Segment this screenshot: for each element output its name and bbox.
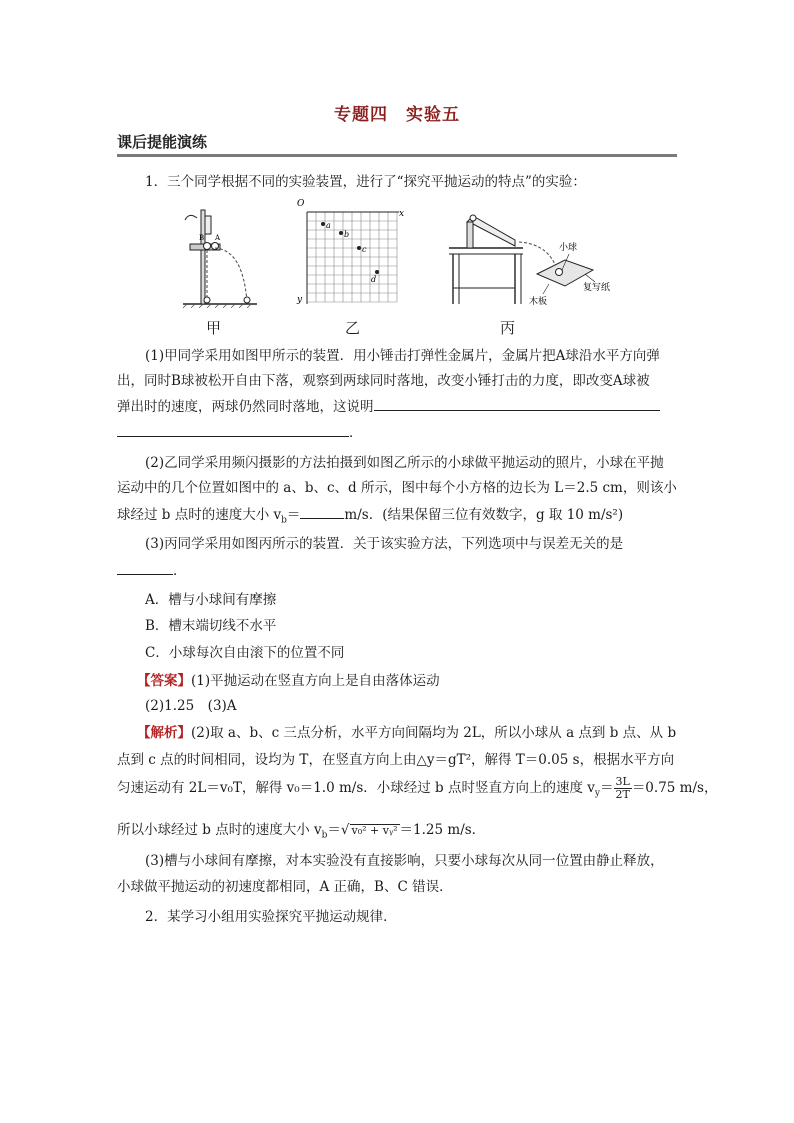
yi-y-label: y	[297, 295, 303, 305]
point-a-label: a	[326, 221, 331, 230]
ball-b-label: B	[199, 234, 205, 242]
point-a	[321, 222, 325, 226]
figure-bing-caption: 丙	[500, 319, 516, 337]
q1-stem: 1．三个同学根据不同的实验装置，进行了“探究平抛运动的特点”的实验：	[145, 174, 586, 190]
q1-p3-line1: (3)丙同学采用如图丙所示的装置．关于该实验方法，下列选项中与误差无关的是	[145, 536, 624, 552]
analysis-line6: 小球做平抛运动的初速度都相同，A 正确，B、C 错误．	[117, 879, 453, 895]
analysis-line1: 【解析】(2)取 a、b、c 三点分析，水平方向间隔均为 2L，所以小球从 a 点到 b 点、从 b	[137, 725, 677, 741]
q1-p1-line2: 出，同时B球被松开自由下落，观察到两球同时落地，改变小锤打击的力度，即改变A球被	[117, 373, 650, 389]
ball-a-label: A	[215, 234, 221, 242]
sqrt-icon: √	[340, 822, 350, 838]
point-d	[375, 270, 379, 274]
point-c	[357, 246, 361, 250]
bing-carbon-label: 复写纸	[583, 283, 611, 293]
analysis-line3: 匀速运动有 2L＝v₀T，解得 v₀＝1.0 m/s．小球经过 b 点时竖直方向上的速度 $v_y=$ $\frac{3L}{2T}$ ＝0.75 m/s，	[117, 775, 718, 801]
q1-p3-line2: ．	[117, 560, 187, 581]
point-c-label: c	[362, 245, 367, 254]
q2-stem: 2．某学习小组用实验探究平抛运动规律．	[145, 909, 397, 925]
figure-bing	[445, 204, 635, 308]
yi-origin-label: O	[297, 199, 305, 209]
blank-1b[interactable]	[117, 422, 349, 437]
analysis-line4: 所以小球经过 b 点时的速度大小 $v_b=√$ v₀² + vᵧ² ＝1.25 m/s．	[117, 822, 486, 841]
q1-p2-line2: 运动中的几个位置如图中的 a、b、c、d 所示，图中每个小方格的边长为 L＝2.5 cm，则该小	[117, 480, 677, 496]
figure-yi-caption: 乙	[345, 319, 361, 337]
q1-p1-line4: ．	[117, 422, 363, 443]
blank-2[interactable]	[300, 504, 344, 519]
answer-line1: 【答案】(1)平抛运动在竖直方向上是自由落体运动	[137, 673, 440, 689]
heading-divider	[117, 154, 677, 157]
q1-p2-line3: 球经过 b 点时的速度大小 $v_b= m/s$．(结果保留三位有效数字，g 取 10 m/s²)	[117, 504, 623, 531]
point-b	[339, 231, 343, 235]
figure-yi	[295, 196, 410, 308]
blank-1a[interactable]	[374, 396, 660, 411]
analysis-line2: 点到 c 点的时间相同，设均为 T，在竖直方向上由△y＝gT²，解得 T＝0.05 s，根据水平方向	[117, 752, 675, 768]
option-b: B．槽末端切线不水平	[145, 618, 277, 634]
bing-ball-label: 小球	[559, 243, 578, 253]
page-title: 专题四 实验五	[334, 105, 460, 125]
analysis-line5: (3)槽与小球间有摩擦，对本实验没有直接影响，只要小球每次从同一位置由静止释放，	[145, 853, 664, 869]
option-a: A．槽与小球间有摩擦	[145, 592, 277, 608]
figure-jia-caption: 甲	[206, 319, 222, 337]
blank-3[interactable]	[117, 560, 173, 575]
yi-x-label: x	[399, 209, 405, 219]
q1-p2-line1: (2)乙同学采用频闪摄影的方法拍摄到如图乙所示的小球做平抛运动的照片，小球在平抛	[145, 455, 664, 471]
point-d-label: d	[371, 275, 377, 284]
figure-jia	[175, 204, 265, 308]
fraction-3l-2t: $\frac{3L}{2T}$	[615, 775, 630, 801]
option-c: C．小球每次自由滚下的位置不同	[145, 645, 345, 661]
section-heading: 课后提能演练	[117, 133, 208, 151]
bing-board-label: 木板	[529, 297, 548, 307]
q1-p1-line3: 弹出时的速度，两球仍然同时落地，这说明	[117, 396, 660, 417]
answer-line2: (2)1.25 (3)A	[145, 698, 237, 714]
q1-p1-line1: (1)甲同学采用如图甲所示的装置．用小锤击打弹性金属片，金属片把A球沿水平方向弹	[145, 348, 660, 364]
point-b-label: b	[344, 230, 350, 239]
